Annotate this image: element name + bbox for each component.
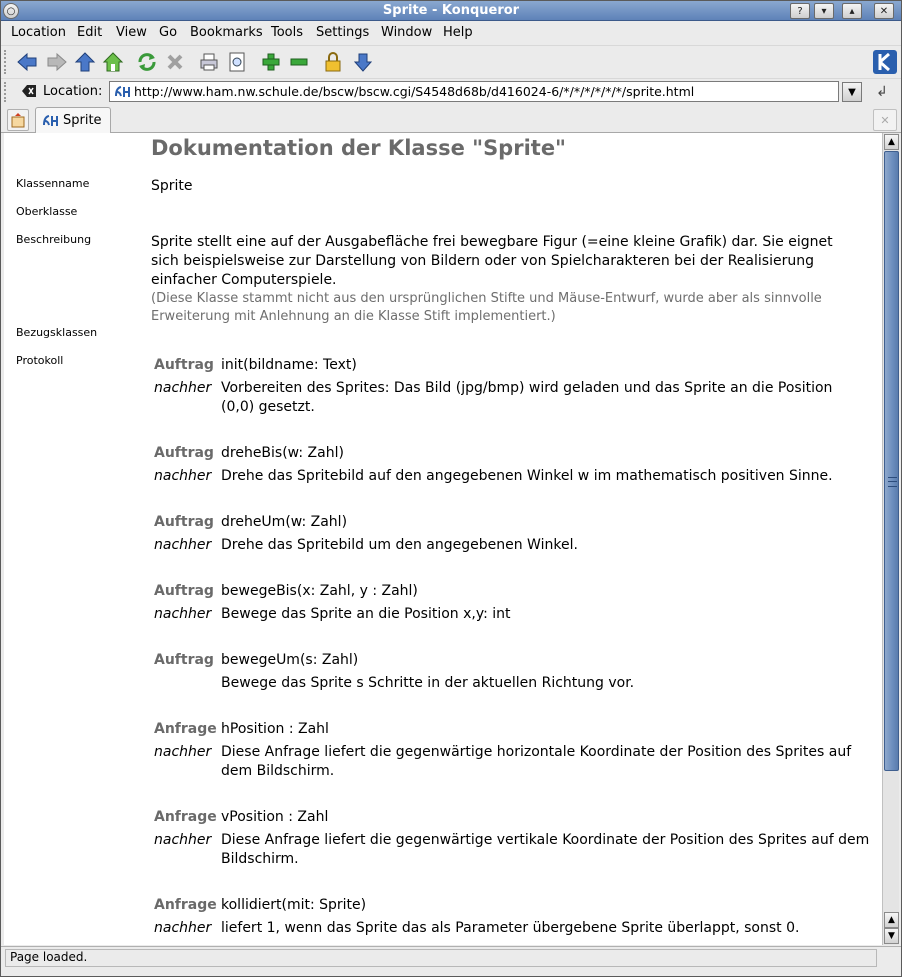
- window-menu-icon[interactable]: ○: [3, 3, 19, 19]
- operation-kind: Auftrag: [154, 357, 214, 373]
- operation-signature: bewegeUm(s: Zahl): [221, 652, 359, 668]
- url-history-dropdown[interactable]: [842, 82, 862, 102]
- operation-description: Drehe das Spritebild auf den angegebenen Winkel w im mathematisch positiven Sinne.: [221, 468, 833, 484]
- operation-signature: vPosition : Zahl: [221, 809, 329, 825]
- tab-label: Sprite: [63, 113, 102, 128]
- zoom-out-icon[interactable]: [287, 50, 311, 74]
- clear-location-icon[interactable]: [21, 84, 37, 102]
- scroll-up-button[interactable]: [884, 134, 899, 150]
- arrow-up-icon: ▲: [888, 915, 895, 925]
- operation-kind: Auftrag: [154, 583, 214, 599]
- sidebar-label-klassenname: Klassenname: [16, 177, 90, 190]
- main-toolbar: [1, 45, 901, 77]
- operation-description: liefert 1, wenn das Sprite das als Parameter übergebene Sprite überlappt, sonst 0.: [221, 920, 800, 936]
- operation-description: Diese Anfrage liefert die gegenwärtige horizontale Koordinate der Position des Sprites auf dem Bildschirm.: [221, 744, 852, 779]
- location-toolbar: [1, 78, 901, 104]
- operation-signature: dreheUm(w: Zahl): [221, 514, 348, 530]
- menu-tools[interactable]: Tools: [271, 25, 304, 40]
- operation-condition: nachher: [154, 920, 212, 936]
- enter-arrow-icon: ↲: [876, 84, 888, 100]
- title-bar[interactable]: [1, 1, 901, 21]
- class-description: Sprite stellt eine auf der Ausgabefläche frei bewegbare Figur (=eine kleine Grafik) dar. Sie eignet sich beispielsweise zur Darstellung von Bildern oder von Spielcharakteren bei der Realisierung einfacher Computerspiele.: [151, 234, 833, 288]
- close-window-button[interactable]: ✕: [874, 3, 894, 19]
- help-window-button[interactable]: ?: [790, 3, 810, 19]
- window-title: Sprite - Konqueror: [382, 3, 520, 18]
- tab-bar: [1, 105, 901, 133]
- back-icon[interactable]: [15, 50, 39, 74]
- status-bar: [1, 946, 901, 976]
- operation-kind: Anfrage: [154, 721, 217, 737]
- arrow-up-icon: ▲: [888, 137, 895, 147]
- scroll-down-button[interactable]: [884, 928, 899, 944]
- operation-description: Vorbereiten des Sprites: Das Bild (jpg/bmp) wird geladen und das Sprite an die Position (0,0) gesetzt.: [221, 380, 833, 415]
- scrollbar-thumb[interactable]: [884, 151, 899, 771]
- reload-icon[interactable]: [135, 50, 159, 74]
- url-input[interactable]: [109, 81, 839, 102]
- class-name-value: Sprite: [151, 178, 193, 194]
- menu-window[interactable]: Window: [381, 25, 433, 40]
- operation-description: Bewege das Sprite an die Position x,y: int: [221, 606, 511, 622]
- maximize-button[interactable]: ▴: [842, 3, 862, 19]
- close-tab-button[interactable]: [873, 109, 897, 131]
- new-tab-icon: [10, 112, 26, 128]
- menu-location[interactable]: Location: [11, 25, 66, 40]
- operation-signature: init(bildname: Text): [221, 357, 357, 373]
- operation-kind: Anfrage: [154, 809, 217, 825]
- forward-icon[interactable]: [45, 50, 69, 74]
- security-lock-icon[interactable]: [321, 50, 345, 74]
- operation-condition: nachher: [154, 744, 212, 760]
- tab-favicon-icon: [42, 113, 58, 129]
- operation-kind: Anfrage: [154, 897, 217, 913]
- class-note: (Diese Klasse stammt nicht aus den ursprünglichen Stifte und Mäuse-Entwurf, wurde aber als sinnvolle Erweiterung mit Anlehnung an die Klasse Stift implementiert.): [151, 291, 822, 324]
- menu-bar: [1, 22, 901, 44]
- site-favicon-icon: [114, 84, 130, 100]
- menu-bookmarks[interactable]: Bookmarks: [190, 25, 263, 40]
- operation-kind: Auftrag: [154, 445, 214, 461]
- chevron-down-icon: ▼: [848, 86, 856, 98]
- sidebar-label-beschreibung: Beschreibung: [16, 233, 92, 246]
- operation-condition: nachher: [154, 606, 212, 622]
- operation-description: Diese Anfrage liefert die gegenwärtige vertikale Koordinate der Position des Sprites auf dem Bildschirm.: [221, 832, 870, 867]
- menu-settings[interactable]: Settings: [316, 25, 370, 40]
- vertical-scrollbar[interactable]: [882, 133, 899, 945]
- menu-view[interactable]: View: [116, 25, 147, 40]
- status-text: Page loaded.: [5, 949, 877, 967]
- operation-condition: nachher: [154, 537, 212, 553]
- page-heading: Dokumentation der Klasse "Sprite": [151, 136, 566, 160]
- operation-signature: kollidiert(mit: Sprite): [221, 897, 367, 913]
- sidebar-label-bezugsklassen: Bezugsklassen: [16, 326, 98, 339]
- home-icon[interactable]: [101, 50, 125, 74]
- new-tab-button[interactable]: [7, 109, 29, 131]
- zoom-in-icon[interactable]: [259, 50, 283, 74]
- download-icon[interactable]: [351, 50, 375, 74]
- menu-edit[interactable]: Edit: [77, 25, 103, 40]
- stop-icon[interactable]: [163, 50, 187, 74]
- menu-go[interactable]: Go: [159, 25, 178, 40]
- url-text: http://www.ham.nw.schule.de/bscw/bscw.cgi/S4548d68b/d416024-6/*/*/*/*/*/*/sprite.html: [134, 84, 695, 99]
- operation-signature: bewegeBis(x: Zahl, y : Zahl): [221, 583, 418, 599]
- location-toolbar-grip[interactable]: [4, 82, 8, 102]
- location-label: Location:: [43, 84, 103, 99]
- minimize-button[interactable]: ▾: [814, 3, 834, 19]
- operation-kind: Auftrag: [154, 652, 214, 668]
- print-icon[interactable]: [197, 50, 221, 74]
- operation-kind: Auftrag: [154, 514, 214, 530]
- operation-description: Bewege das Sprite s Schritte in der aktuellen Richtung vor.: [221, 675, 635, 691]
- print-preview-icon[interactable]: [225, 50, 249, 74]
- sidebar-label-oberklasse: Oberklasse: [16, 205, 78, 218]
- scrollbar-grip-icon: [888, 477, 897, 487]
- operation-signature: dreheBis(w: Zahl): [221, 445, 344, 461]
- tab-sprite[interactable]: [35, 107, 111, 134]
- go-button[interactable]: [871, 82, 893, 102]
- kde-logo-icon[interactable]: [873, 50, 897, 74]
- menu-help[interactable]: Help: [443, 25, 473, 40]
- operation-condition: nachher: [154, 380, 212, 396]
- arrow-down-icon: ▼: [888, 931, 895, 941]
- sidebar-label-protokoll: Protokoll: [16, 354, 64, 367]
- operation-condition: nachher: [154, 468, 212, 484]
- toolbar-grip[interactable]: [4, 50, 8, 74]
- operation-description: Drehe das Spritebild um den angegebenen Winkel.: [221, 537, 578, 553]
- operation-condition: nachher: [154, 832, 212, 848]
- page-viewport[interactable]: [4, 133, 882, 945]
- operation-signature: hPosition : Zahl: [221, 721, 329, 737]
- scroll-up-button-bottom[interactable]: [884, 912, 899, 928]
- up-icon[interactable]: [73, 50, 97, 74]
- close-tab-icon: ✕: [880, 113, 890, 127]
